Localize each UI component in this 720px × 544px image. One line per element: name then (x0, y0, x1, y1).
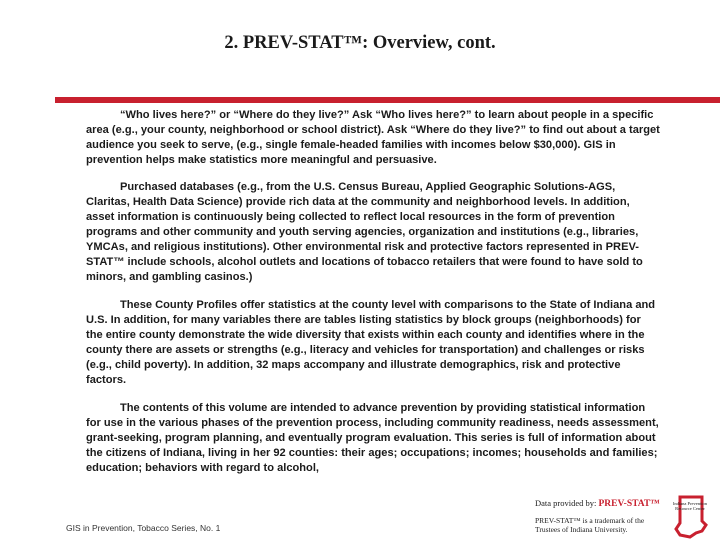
credit-brand: PREV-STAT™ (598, 499, 660, 509)
indiana-prevention-logo (666, 495, 714, 539)
paragraph-who-lives-here: “Who lives here?” or “Where do they live?” Ask “Who lives here?” to learn about people in a specific area (e.g., your county, neighborhood or school district). Ask “Where do they live?” to find out about a target audience you seek to serve, (e.g., single female-headed families with incomes below $30,000). GIS in prevention helps make statistics more meaningful and persuasive. (86, 109, 660, 166)
trademark-note: PREV-STAT™ is a trademark of the Trustees of Indiana University. (535, 516, 645, 534)
logo-text: Indiana Prevention Resource Center (672, 501, 708, 512)
paragraph-purchased-databases: Purchased databases (e.g., from the U.S. Census Bureau, Applied Geographic Solutions-AGS, Claritas, Health Data Science) provide rich data at the community and neighborhood levels. In addition, asset information is continuously being collected to reflect local resources in the form of prevention programs and other community and youth serving agencies, organization and institutions (e.g., libraries, YMCAs, and religious institutions). Other environmental risk and protective factors represented in PREV-STAT™ include schools, alcohol outlets and locations of tobacco retailers that were found to have sold to minors, and gambling casinos.) (86, 181, 643, 283)
series-label: GIS in Prevention, Tobacco Series, No. 1 (66, 523, 221, 533)
credit-line (535, 498, 663, 510)
data-credit (535, 498, 663, 534)
slide-title: 2. PREV-STAT™: Overview, cont. (224, 33, 496, 53)
paragraph-county-profiles: These County Profiles offer statistics at the county level with comparisons to the State of Indiana and U.S. In addition, for many variables there are tables listing statistics by block groups (neighborhoods) for the entire county demonstrate the wide diversity that exists within each county and identifies where in the county there are assets or strengths (e.g., literacy and vehicles for transportation) and challenges or risks (e.g., child poverty). In addition, 32 maps accompany and illustrate demographics, risk and protective factors. (86, 299, 656, 386)
title-divider (55, 97, 720, 103)
paragraph-volume-contents: The contents of this volume are intended to advance prevention by providing statistical information for use in the various phases of the prevention process, including community readiness, needs assessment, grant-seeking, program planning, and eventually program evaluation. This series is full of information about the citizens of Indiana, living in her 92 counties: their ages; occupations; incomes; households and families; education; behaviors with regard to alcohol, (86, 402, 659, 474)
body-text (86, 108, 660, 488)
credit-prefix: Data provided by: (535, 498, 599, 508)
